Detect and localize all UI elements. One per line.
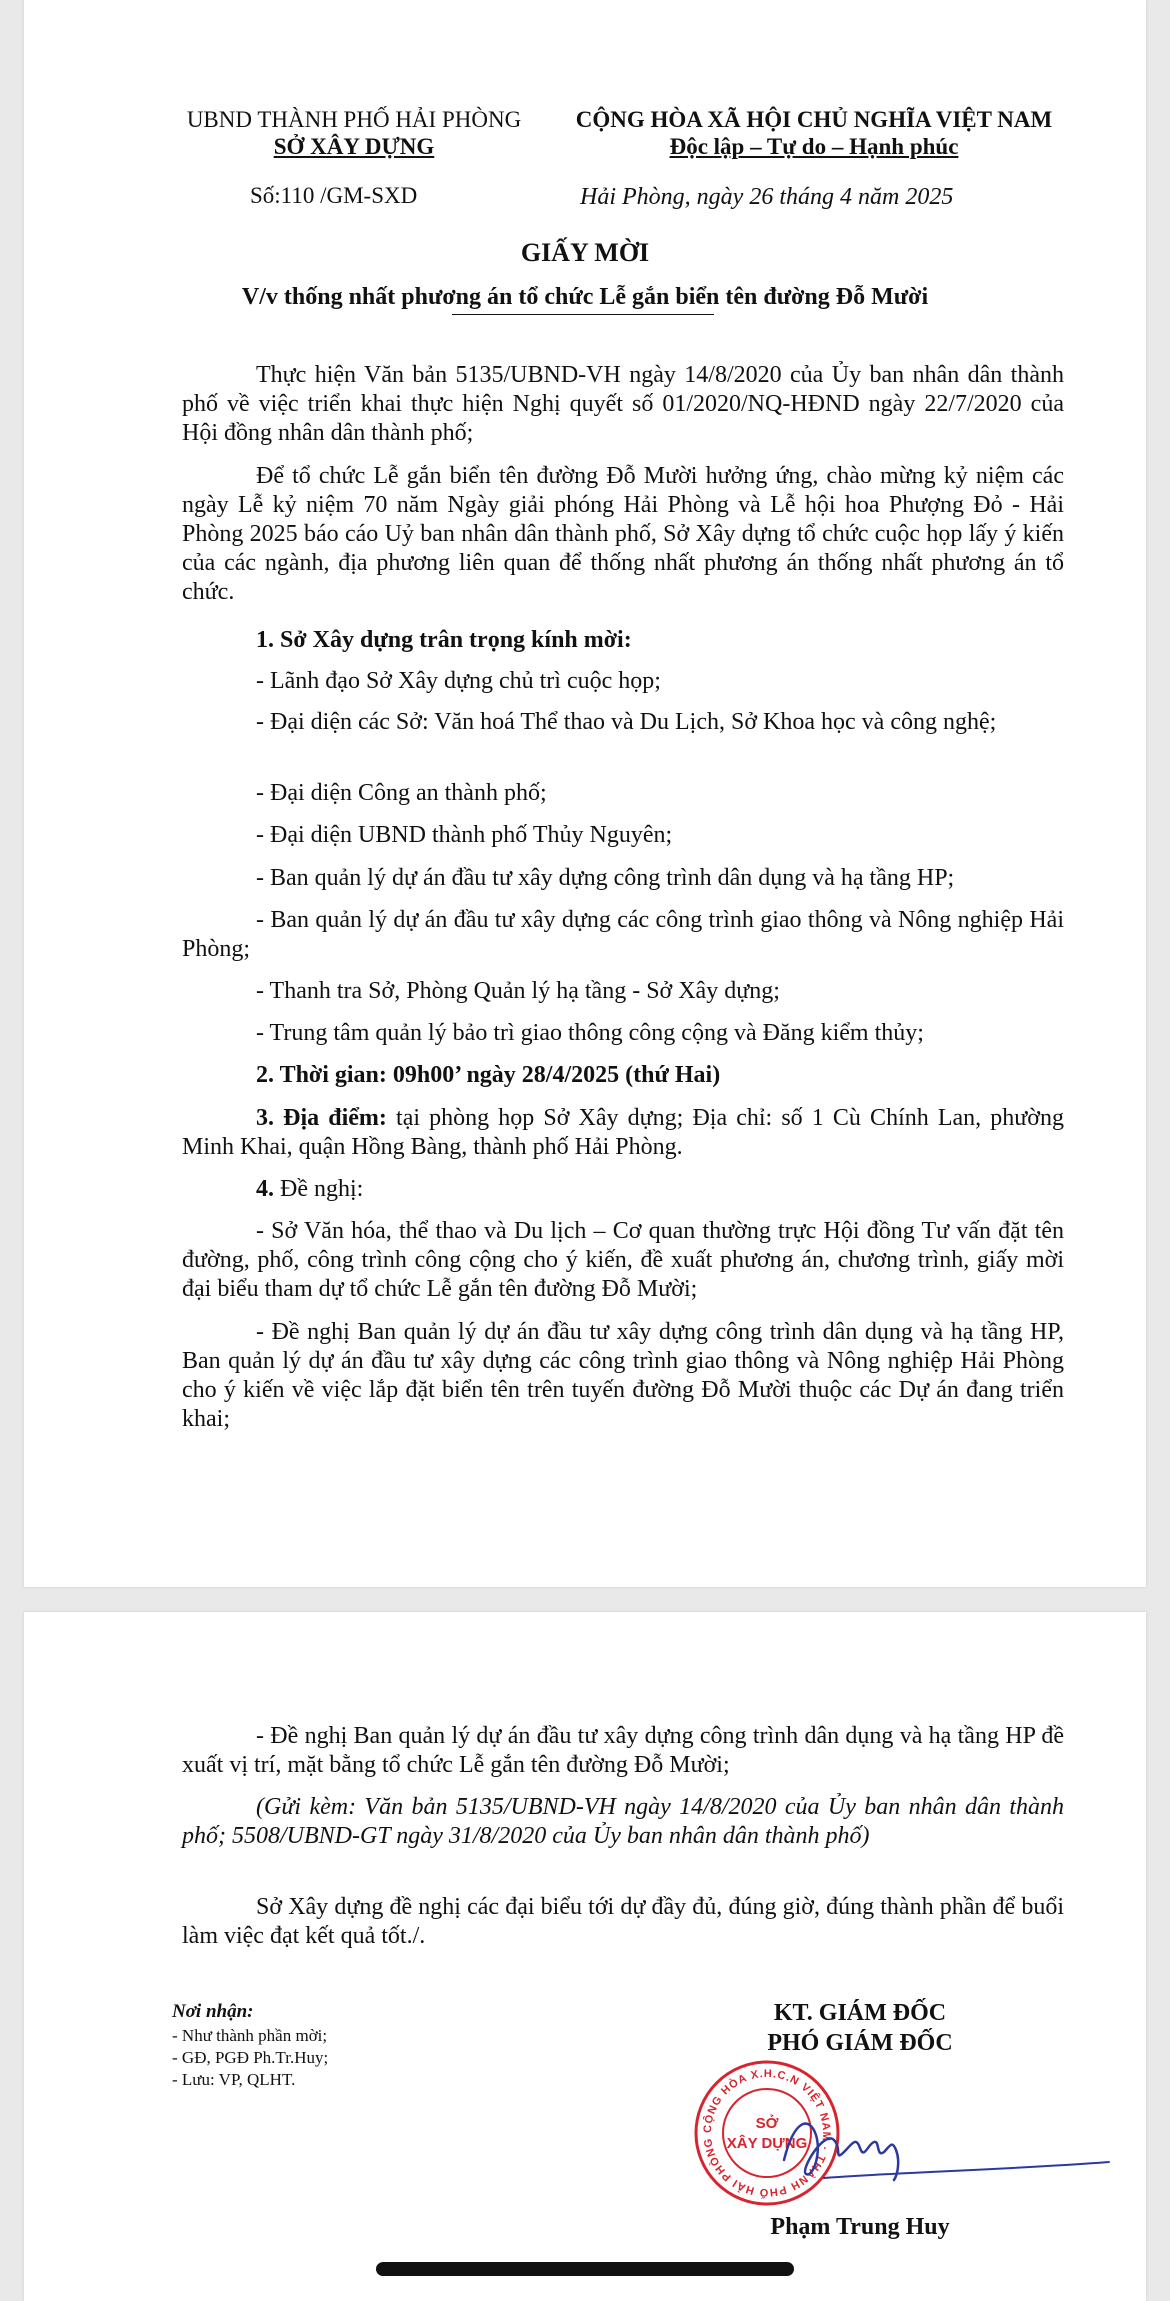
paragraph-purpose: Để tổ chức Lễ gắn biển tên đường Đỗ Mười hưởng ứng, chào mừng kỷ niệm các ngày Lễ kỷ niệm 70 năm Ngày giải phóng Hải Phòng và Lễ hội hoa Phượng Đỏ - Hải Phòng 2025 báo cáo Uỷ ban nhân dân thành phố, Sở Xây dựng tổ chức cuộc họp lấy ý kiến của các ngành, địa phương liên quan để thống nhất phương án thống nhất phương án tổ chức.	[182, 463, 1064, 605]
stamp-center-line2: XÂY DỰNG	[726, 2135, 808, 2152]
section-2-time: 2. Thời gian: 09h00’ ngày 28/4/2025 (thứ Hai)	[256, 1062, 721, 1088]
document-page-1	[24, 0, 1146, 1587]
org-name-line1: UBND THÀNH PHỐ HẢI PHÒNG	[186, 107, 522, 132]
section-1-heading: 1. Sở Xây dựng trân trọng kính mời:	[256, 627, 632, 653]
signature-title-line1: KT. GIÁM ĐỐC	[773, 2000, 947, 2026]
recipients-heading: Nơi nhận:	[172, 2001, 254, 2022]
national-motto-text: Độc lập – Tự do – Hạnh phúc	[669, 134, 959, 159]
signature-title-line2: PHÓ GIÁM ĐỐC	[767, 2030, 953, 2056]
stamp-ring-text: CỘNG HÒA X.H.C.N VIỆT NAM · THÀNH PHỐ HẢI PHÒNG	[701, 2067, 833, 2199]
org-name-underlined: SỞ XÂY DỰNG	[273, 134, 435, 159]
home-indicator-bar[interactable]	[376, 2262, 794, 2276]
invitee-item: - Lãnh đạo Sở Xây dựng chủ trì cuộc họp;	[256, 668, 661, 694]
request-item: - Sở Văn hóa, thể thao và Du lịch – Cơ quan thường trực Hội đồng Tư vấn đặt tên đường, phố, công trình công cộng cho ý kiến, đề xuất phương án, chương trình, giấy mời đại biểu tham dự tổ chức Lễ gắn tên đường Đỗ Mười;	[182, 1218, 1064, 1302]
document-number: Số:110 /GM-SXD	[250, 183, 418, 208]
attachment-note: (Gửi kèm: Văn bản 5135/UBND-VH ngày 14/8/2020 của Ủy ban nhân dân thành phố; 5508/UBND-GT ngày 31/8/2020 của Ủy ban nhân dân thành phố)	[182, 1794, 1064, 1849]
recipient-item: - Như thành phần mời;	[172, 2026, 328, 2045]
document-title: GIẤY MỜI	[520, 238, 650, 267]
request-item: - Đề nghị Ban quản lý dự án đầu tư xây dựng công trình dân dụng và hạ tầng HP, Ban quản lý dự án đầu tư xây dựng các công trình giao thông và Nông nghiệp Hải Phòng cho ý kiến về việc lắp đặt biển tên trên tuyến đường Đỗ Mười thuộc các Dự án đang triển khai;	[182, 1319, 1064, 1432]
recipient-item: - GĐ, PGĐ Ph.Tr.Huy;	[172, 2048, 329, 2067]
invitee-item: - Ban quản lý dự án đầu tư xây dựng các công trình giao thông và Nông nghiệp Hải Phòng;	[182, 907, 1064, 962]
stamp-center-line1: SỞ	[755, 2115, 779, 2132]
invitee-item: - Ban quản lý dự án đầu tư xây dựng công trình dân dụng và hạ tầng HP;	[256, 865, 955, 891]
section-4-heading	[182, 1175, 1064, 1204]
invitee-item: - Đại diện các Sở: Văn hoá Thể thao và Du Lịch, Sở Khoa học và công nghệ;	[256, 709, 997, 735]
document-date: Hải Phòng, ngày 26 tháng 4 năm 2025	[580, 184, 954, 210]
handwritten-signature-icon	[764, 2100, 1124, 2200]
section-4-title: Đề nghị:	[274, 1176, 364, 1202]
document-page-2	[24, 1612, 1146, 2301]
section-4-number: 4.	[256, 1176, 274, 1202]
section-3-location	[182, 1104, 1064, 1162]
invitee-item: - Trung tâm quản lý bảo trì giao thông công cộng và Đăng kiểm thủy;	[256, 1020, 924, 1046]
invitee-item: - Thanh tra Sở, Phòng Quản lý hạ tầng - Sở Xây dựng;	[256, 978, 780, 1004]
invitee-item: - Đại diện UBND thành phố Thủy Nguyên;	[256, 822, 673, 848]
national-title: CỘNG HÒA XÃ HỘI CHỦ NGHĨA VIỆT NAM	[575, 107, 1053, 132]
closing-sentence: Sở Xây dựng đề nghị các đại biểu tới dự đầy đủ, đúng giờ, đúng thành phần để buổi làm việc đạt kết quả tốt./.	[182, 1894, 1064, 1949]
location-text: tại phòng họp Sở Xây dựng; Địa chỉ: số 1 Cù Chính Lan, phường Minh Khai, quận Hồng Bàng, thành phố Hải Phòng.	[182, 1105, 1064, 1160]
document-subject: V/v thống nhất phương án tổ chức Lễ gắn biển tên đường Đỗ Mười	[241, 284, 929, 310]
org-name-line2	[184, 133, 524, 161]
national-motto	[544, 133, 1084, 161]
recipient-item: - Lưu: VP, QLHT.	[172, 2070, 296, 2089]
invitee-item: - Đại diện Công an thành phố;	[256, 780, 547, 806]
subject-underline	[452, 314, 714, 315]
signer-name: Phạm Trung Huy	[770, 2214, 950, 2240]
request-item: - Đề nghị Ban quản lý dự án đầu tư xây dựng công trình dân dụng và hạ tầng HP đề xuất vị trí, mặt bằng tổ chức Lễ gắn tên đường Đỗ Mười;	[182, 1723, 1064, 1778]
location-label: 3. Địa điểm:	[256, 1105, 387, 1131]
paragraph-intro: Thực hiện Văn bản 5135/UBND-VH ngày 14/8/2020 của Ủy ban nhân dân thành phố về việc triển khai thực hiện Nghị quyết số 01/2020/NQ-HĐND ngày 22/7/2020 của Hội đồng nhân dân thành phố;	[182, 362, 1064, 446]
